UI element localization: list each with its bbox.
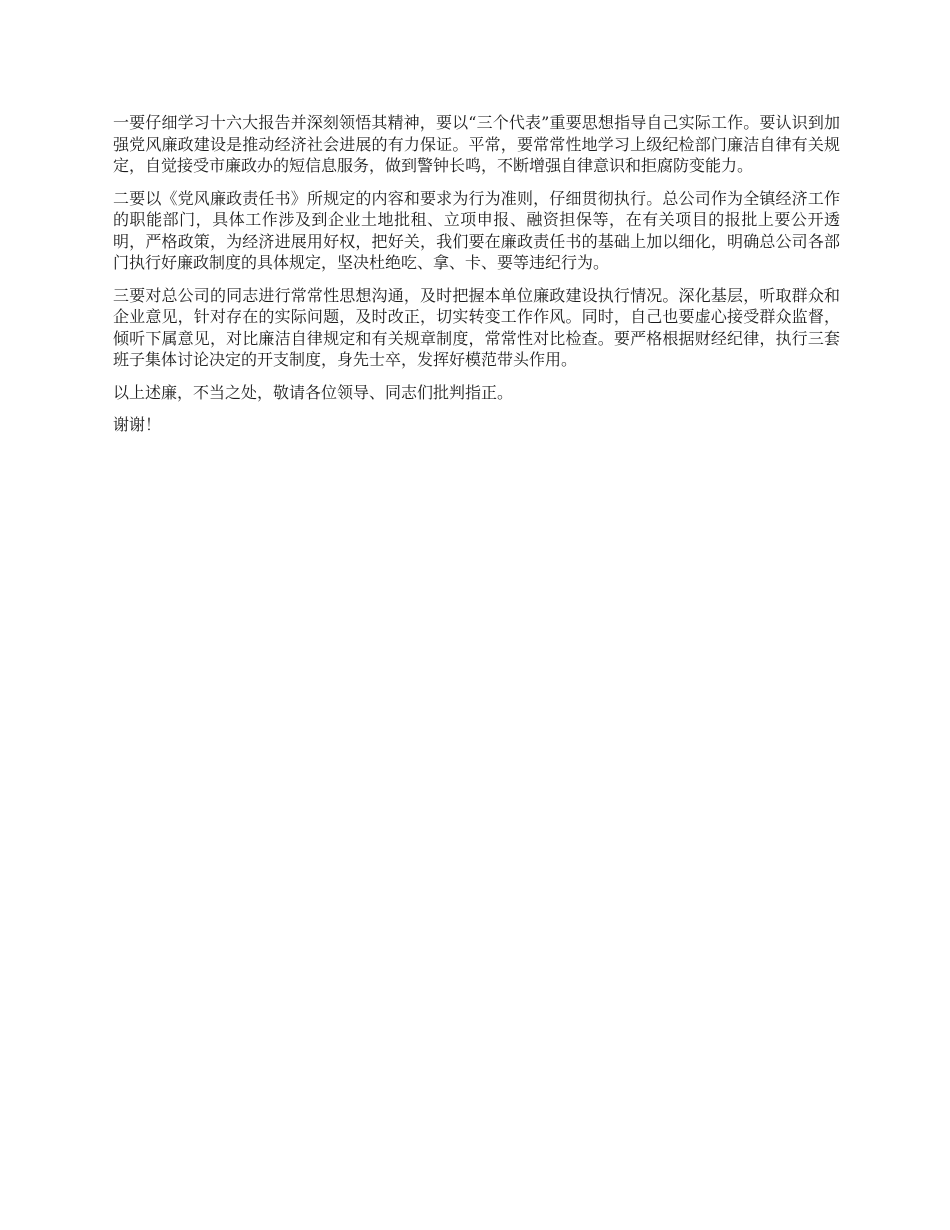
paragraph-5: 谢谢！ (113, 415, 162, 434)
paragraph-1: 一要仔细学习十六大报告并深刻领悟其精神，要以“三个代表”重要思想指导自己实际工作。要认识到加强党风廉政建设是推动经济社会进展的有力保证。平常，要常常性地学习上级纪检部门廉洁自律有关规定，自觉接受市廉政办的短信息服务，做到警钟长鸣，不断增强自律意识和拒腐防变能力。 (113, 113, 840, 175)
paragraph-2: 二要以《党风廉政责任书》所规定的内容和要求为行为准则，仔细贯彻执行。总公司作为全镇经济工作的职能部门，具体工作涉及到企业土地批租、立项申报、融资担保等，在有关项目的报批上要公开透明，严格政策，为经济进展用好权，把好关，我们要在廉政责任书的基础上加以细化，明确总公司各部门执行好廉政制度的具体规定，坚决杜绝吃、拿、卡、要等违纪行为。 (113, 188, 840, 272)
paragraph-4: 以上述廉，不当之处，敬请各位领导、同志们批判指正。 (113, 382, 514, 402)
paragraph-3: 三要对总公司的同志进行常常性思想沟通，及时把握本单位廉政建设执行情况。深化基层，听取群众和企业意见，针对存在的实际问题，及时改正，切实转变工作作风。同时，自己也要虚心接受群众监督，倾听下属意见，对比廉洁自律规定和有关规章制度，常常性对比检查。要严格根据财经纪律，执行三套班子集体讨论决定的开支制度，身先士卒，发挥好模范带头作用。 (113, 285, 840, 369)
document-body (113, 112, 840, 447)
